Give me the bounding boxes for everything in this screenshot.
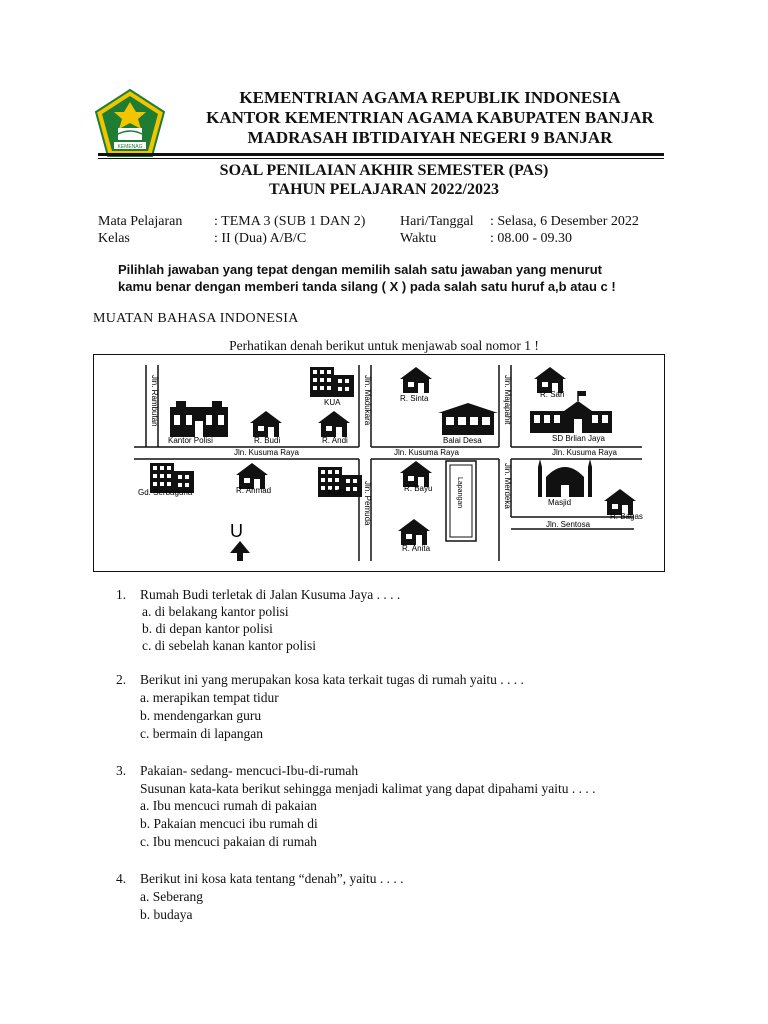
house-icon xyxy=(398,519,430,545)
header-divider-thin xyxy=(98,158,664,159)
compass-label: U xyxy=(230,521,243,541)
street-label: Jln. Kusuma Raya xyxy=(394,448,459,457)
place-label: Gd. Serbaguna xyxy=(138,488,193,497)
header-line-2: KANTOR KEMENTRIAN AGAMA KABUPATEN BANJAR xyxy=(206,108,654,127)
map-drawing xyxy=(94,355,664,571)
building-icon xyxy=(310,367,354,397)
question-number: 2. xyxy=(116,672,127,687)
question-text: Rumah Budi terletak di Jalan Kusuma Jaya . . . . xyxy=(140,587,401,602)
answer-option[interactable]: c. bermain di lapangan xyxy=(140,726,263,741)
map-frame xyxy=(93,354,665,572)
class-value: : II (Dua) A/B/C xyxy=(214,231,307,246)
time-label: Waktu xyxy=(400,231,437,246)
place-label: R. Andi xyxy=(322,436,348,445)
question-text: Berikut ini yang merupakan kosa kata terkait tugas di rumah yaitu . . . . xyxy=(140,672,524,687)
house-icon xyxy=(250,411,282,437)
street-label: Jln. Majapahit xyxy=(503,375,512,425)
ministry-logo xyxy=(92,88,168,160)
time-value: : 08.00 - 09.30 xyxy=(490,231,573,246)
place-label: R. Bagas xyxy=(610,512,643,521)
street-label: Jln. Madukara xyxy=(363,375,372,426)
answer-option[interactable]: b. mendengarkan guru xyxy=(140,708,262,723)
place-label: KUD xyxy=(328,488,345,497)
place-label: R. Budi xyxy=(254,436,281,445)
question-number: 4. xyxy=(116,871,127,886)
logo-text: KEMENAG xyxy=(117,144,143,150)
section-title: MUATAN BAHASA INDONESIA xyxy=(93,311,299,326)
compass-icon xyxy=(230,521,250,561)
place-label: R. Sari xyxy=(540,390,565,399)
house-icon xyxy=(400,367,432,393)
police-office-icon xyxy=(170,401,228,437)
house-icon xyxy=(318,411,350,437)
place-label: Lapangan xyxy=(456,477,463,509)
instruction-line-1: Pilihlah jawaban yang tepat dengan memilih salah satu jawaban yang menurut xyxy=(118,262,603,277)
answer-option[interactable]: b. di depan kantor polisi xyxy=(142,621,273,636)
header-divider-thick xyxy=(98,153,664,156)
street-label: Jln. Merdeka xyxy=(503,463,512,509)
place-label: R. Ahmad xyxy=(236,486,272,495)
answer-option[interactable]: b. budaya xyxy=(140,907,193,922)
answer-option[interactable]: c. di sebelah kanan kantor polisi xyxy=(142,638,316,653)
question-text: Berikut ini kosa kata tentang “denah”, yaitu . . . . xyxy=(140,871,404,886)
place-label: R. Bayu xyxy=(404,484,433,493)
class-label: Kelas xyxy=(98,231,130,246)
answer-option[interactable]: c. Ibu mencuci pakaian di rumah xyxy=(140,834,317,849)
subject-label: Mata Pelajaran xyxy=(98,214,183,229)
exam-year: TAHUN PELAJARAN 2022/2023 xyxy=(269,181,499,198)
place-label: KUA xyxy=(324,398,341,407)
answer-option[interactable]: b. Pakaian mencuci ibu rumah di xyxy=(140,816,318,831)
street-label: Jln. Pemuda xyxy=(363,481,372,526)
street-label: Jln. Sentosa xyxy=(546,520,591,529)
street-label: Jln. Kusuma Raya xyxy=(234,448,299,457)
question-number: 3. xyxy=(116,763,127,778)
question-text: Pakaian- sedang- mencuci-Ibu-di-rumah xyxy=(140,763,359,778)
mosque-icon xyxy=(538,459,592,497)
place-label: Kantor Polisi xyxy=(168,436,213,445)
map-caption: Perhatikan denah berikut untuk menjawab soal nomor 1 ! xyxy=(229,338,539,353)
place-label: SD Brlian Jaya xyxy=(552,434,605,443)
street-label: Jln. Rambutan xyxy=(150,375,159,427)
answer-option[interactable]: a. Ibu mencuci rumah di pakaian xyxy=(140,798,317,813)
answer-option[interactable]: a. di belakang kantor polisi xyxy=(142,604,289,619)
place-label: R. Sinta xyxy=(400,394,429,403)
exam-title: SOAL PENILAIAN AKHIR SEMESTER (PAS) xyxy=(219,162,549,179)
subject-value: : TEMA 3 (SUB 1 DAN 2) xyxy=(214,214,366,229)
question-number: 1. xyxy=(116,587,127,602)
village-hall-icon xyxy=(438,403,498,435)
instruction-line-2: kamu benar dengan memberi tanda silang ( X ) pada salah satu huruf a,b atau c ! xyxy=(118,279,616,294)
answer-option[interactable]: a. merapikan tempat tidur xyxy=(140,690,279,705)
header-line-3: MADRASAH IBTIDAIYAH NEGERI 9 BANJAR xyxy=(247,128,613,147)
street-label: Jln. Kusuma Raya xyxy=(552,448,617,457)
place-label: Masjid xyxy=(548,498,572,507)
header-line-1: KEMENTRIAN AGAMA REPUBLIK INDONESIA xyxy=(239,88,621,107)
answer-option[interactable]: a. Seberang xyxy=(140,889,203,904)
date-value: : Selasa, 6 Desember 2022 xyxy=(490,214,639,229)
place-label: R. Anita xyxy=(402,544,431,553)
question-text-2: Susunan kata-kata berikut sehingga menjadi kalimat yang dapat dipahami yaitu . . . . xyxy=(140,781,596,796)
date-label: Hari/Tanggal xyxy=(400,214,474,229)
place-label: Balai Desa xyxy=(443,436,482,445)
